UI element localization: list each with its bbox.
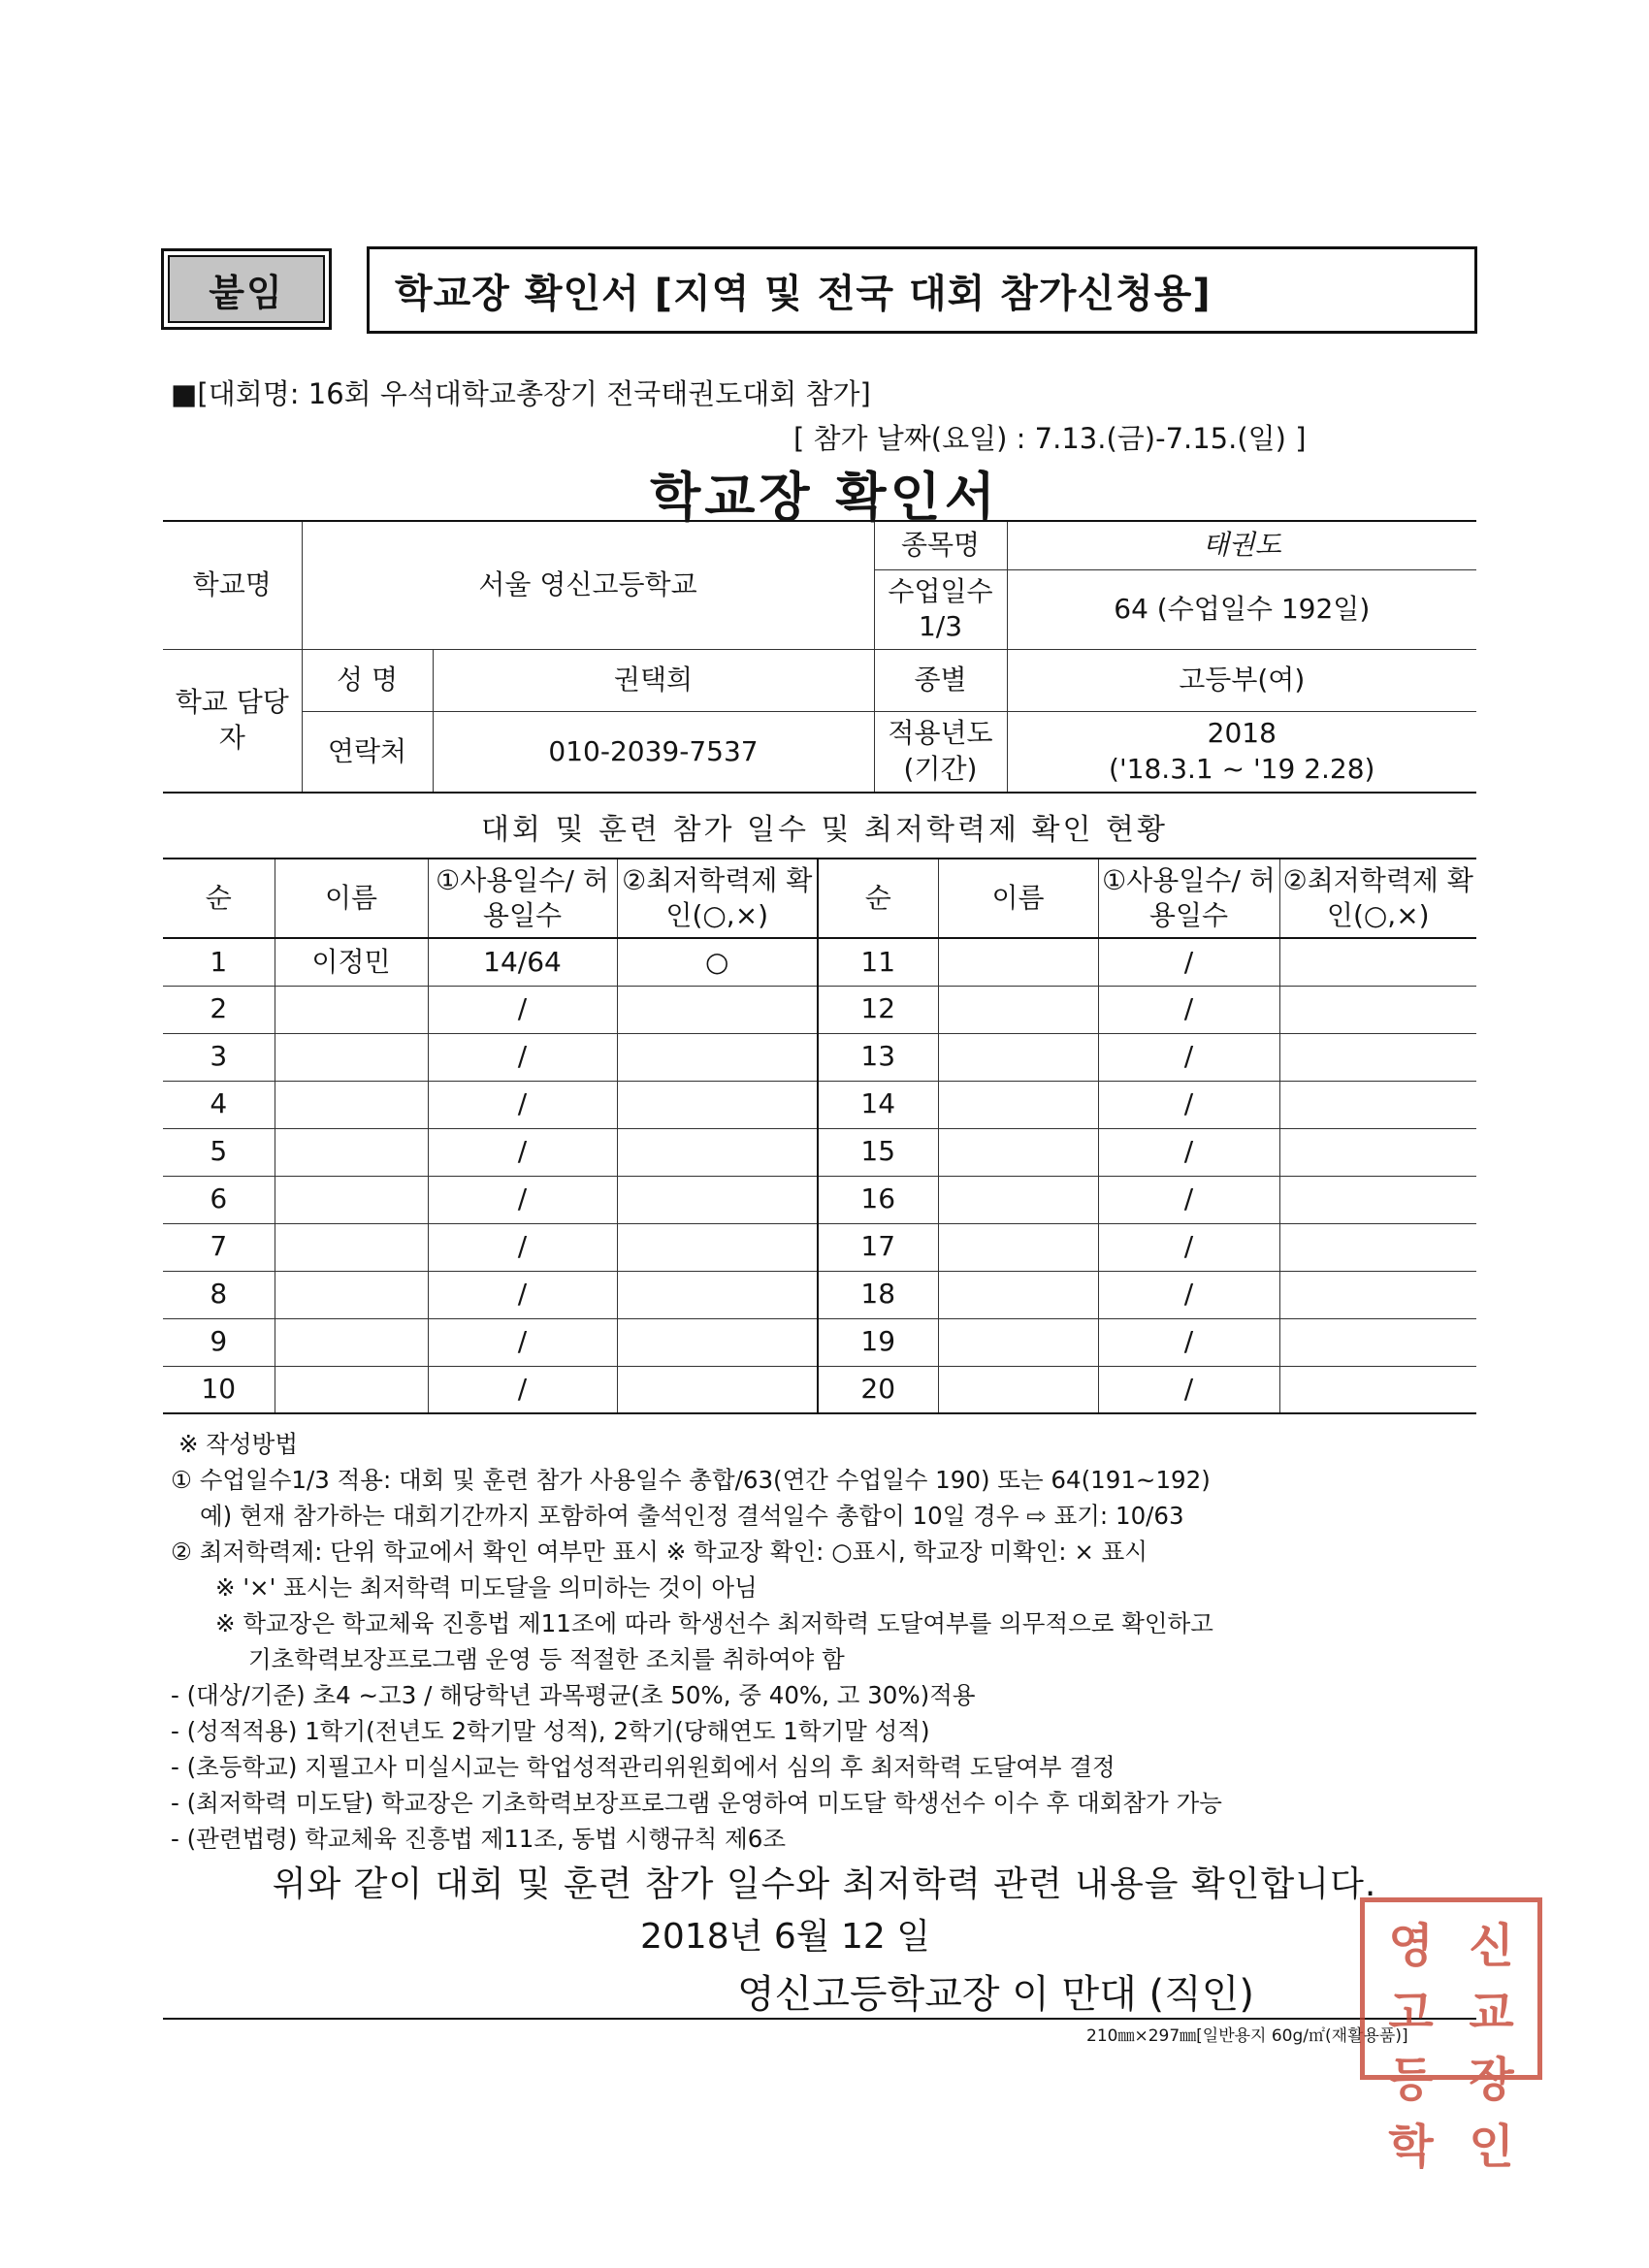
row-confirm — [617, 1318, 818, 1366]
attendance-row — [163, 986, 1476, 1033]
row-days: / — [428, 1033, 617, 1081]
col-name-header: 이름 — [275, 859, 428, 938]
col-confirm-header: ②최저학력제 확인(○,×) — [617, 859, 818, 938]
event-value: 태권도 — [1007, 521, 1476, 569]
row-name-right — [938, 938, 1098, 986]
row-confirm-right — [1279, 1176, 1476, 1223]
row-name-right — [938, 1128, 1098, 1176]
row-number-right: 16 — [818, 1176, 938, 1223]
seal-char: 인 — [1469, 2120, 1514, 2174]
row-confirm-right — [1279, 1318, 1476, 1366]
row-name-right — [938, 1223, 1098, 1271]
row-confirm — [617, 986, 818, 1033]
class-days-label: 수업일수 1/3 — [874, 569, 1007, 649]
row-confirm — [617, 1128, 818, 1176]
row-days-right: / — [1098, 1223, 1279, 1271]
row-name — [275, 1366, 428, 1413]
competition-date: [ 참가 날짜(요일) : 7.13.(금)-7.15.(일) ] — [793, 422, 1307, 455]
note-2a: ※ '×' 표시는 최저학력 미도달을 의미하는 것이 아님 — [215, 1573, 758, 1602]
row-name — [275, 1081, 428, 1128]
row-confirm-right — [1279, 938, 1476, 986]
row-confirm — [617, 1033, 818, 1081]
document-title-box: 학교장 확인서 [지역 및 전국 대회 참가신청용] — [367, 246, 1477, 334]
row-days-right: / — [1098, 1081, 1279, 1128]
seal-char: 신 — [1469, 1919, 1514, 1973]
attendance-row — [163, 1033, 1476, 1081]
row-name: 이정민 — [275, 938, 428, 986]
contact-value: 010-2039-7537 — [433, 711, 874, 793]
col-days-header: ①사용일수/ 허용일수 — [428, 859, 617, 938]
detail-2: - (성적적용) 1학기(전년도 2학기말 성적), 2학기(당해연도 1학기말 성적) — [171, 1717, 930, 1745]
row-number-right: 19 — [818, 1318, 938, 1366]
row-number: 2 — [163, 986, 275, 1033]
note-2c: 기초학력보장프로그램 운영 등 적절한 조치를 취하여야 함 — [248, 1645, 845, 1673]
seal-char: 장 — [1469, 2053, 1514, 2107]
row-name-right — [938, 1271, 1098, 1318]
row-confirm-right — [1279, 1271, 1476, 1318]
instructions — [171, 1426, 1490, 1857]
seal-char: 학 — [1388, 2120, 1434, 2174]
seal-char: 영 — [1388, 1919, 1434, 1973]
row-name — [275, 1318, 428, 1366]
row-number: 4 — [163, 1081, 275, 1128]
row-number-right: 14 — [818, 1081, 938, 1128]
row-number-right: 13 — [818, 1033, 938, 1081]
row-days-right: / — [1098, 1033, 1279, 1081]
row-days-right: / — [1098, 1318, 1279, 1366]
row-confirm-right — [1279, 1366, 1476, 1413]
row-name — [275, 986, 428, 1033]
row-days: / — [428, 1318, 617, 1366]
issue-date: 2018년 6월 12 일 — [640, 1917, 930, 1957]
class-days-value: 64 (수업일수 192일) — [1007, 569, 1476, 649]
row-confirm-right — [1279, 986, 1476, 1033]
name-value: 권택희 — [433, 649, 874, 711]
row-days: / — [428, 1223, 617, 1271]
signature-divider — [163, 2018, 1476, 2020]
row-days: / — [428, 986, 617, 1033]
seal-char: 등 — [1388, 2053, 1434, 2107]
row-name — [275, 1176, 428, 1223]
row-name — [275, 1271, 428, 1318]
attendance-row — [163, 1366, 1476, 1413]
event-label: 종목명 — [874, 521, 1007, 569]
attendance-table — [163, 858, 1476, 1414]
row-number-right: 11 — [818, 938, 938, 986]
row-days-right: / — [1098, 1128, 1279, 1176]
confirmation-statement: 위와 같이 대회 및 훈련 참가 일수와 최저학력 관련 내용을 확인합니다. — [272, 1864, 1377, 1904]
attendance-row — [163, 1318, 1476, 1366]
official-seal — [1360, 1897, 1542, 2174]
year-label: 적용년도 (기간) — [874, 711, 1007, 793]
row-days-right: / — [1098, 1176, 1279, 1223]
row-number: 5 — [163, 1128, 275, 1176]
row-days: / — [428, 1128, 617, 1176]
attendance-header-row — [163, 859, 1476, 938]
seal-char: 교 — [1469, 1986, 1514, 2040]
attachment-tag-label: 붙임 — [168, 255, 325, 323]
year-value: 2018 — [1207, 717, 1277, 750]
row-days: 14/64 — [428, 938, 617, 986]
attendance-row — [163, 1081, 1476, 1128]
row-days: / — [428, 1271, 617, 1318]
note-2b: ※ 학교장은 학교체육 진흥법 제11조에 따라 학생선수 최저학력 도달여부를 의무적으로 확인하고 — [215, 1609, 1213, 1637]
row-confirm — [617, 1366, 818, 1413]
paper-spec: 210㎜×297㎜[일반용지 60g/㎡(재활용품)] — [1086, 2026, 1408, 2046]
attendance-row — [163, 1271, 1476, 1318]
detail-4: - (최저학력 미도달) 학교장은 기초학력보장프로그램 운영하여 미도달 학생선수 이수 후 대회참가 가능 — [171, 1789, 1222, 1817]
period-value: ('18.3.1 ~ '19 2.28) — [1109, 752, 1375, 785]
row-number: 9 — [163, 1318, 275, 1366]
note-2: ② 최저학력제: 단위 학교에서 확인 여부만 표시 ※ 학교장 확인: ○표시, 학교장 미확인: × 표시 — [171, 1538, 1148, 1566]
attachment-tag — [161, 248, 332, 330]
row-days: / — [428, 1081, 617, 1128]
row-confirm: ○ — [617, 938, 818, 986]
row-number: 7 — [163, 1223, 275, 1271]
row-number-right: 18 — [818, 1271, 938, 1318]
row-confirm-right — [1279, 1128, 1476, 1176]
attendance-row — [163, 1176, 1476, 1223]
row-name-right — [938, 986, 1098, 1033]
row-confirm — [617, 1271, 818, 1318]
staff-label: 학교 담당자 — [163, 649, 302, 793]
col-confirm-header-right: ②최저학력제 확인(○,×) — [1279, 859, 1476, 938]
contact-label: 연락처 — [302, 711, 433, 793]
row-days-right: / — [1098, 1366, 1279, 1413]
row-name — [275, 1033, 428, 1081]
row-name-right — [938, 1318, 1098, 1366]
form-title: 학교장 확인서 — [650, 467, 999, 528]
row-number-right: 20 — [818, 1366, 938, 1413]
row-number: 10 — [163, 1366, 275, 1413]
attendance-row — [163, 938, 1476, 986]
attendance-row — [163, 1223, 1476, 1271]
school-info-table — [163, 520, 1476, 794]
row-confirm — [617, 1223, 818, 1271]
row-name-right — [938, 1366, 1098, 1413]
row-days-right: / — [1098, 1271, 1279, 1318]
detail-3: - (초등학교) 지필고사 미실시교는 학업성적관리위원회에서 심의 후 최저학력 도달여부 결정 — [171, 1753, 1116, 1781]
row-confirm-right — [1279, 1081, 1476, 1128]
school-name-label: 학교명 — [163, 521, 302, 649]
row-name — [275, 1128, 428, 1176]
row-number: 8 — [163, 1271, 275, 1318]
col-days-header-right: ①사용일수/ 허용일수 — [1098, 859, 1279, 938]
row-name-right — [938, 1081, 1098, 1128]
school-name-value: 서울 영신고등학교 — [302, 521, 874, 649]
row-number-right: 17 — [818, 1223, 938, 1271]
row-name-right — [938, 1033, 1098, 1081]
competition-name: ■[대회명: 16회 우석대학교총장기 전국태권도대회 참가] — [171, 377, 871, 410]
row-days-right: / — [1098, 938, 1279, 986]
row-confirm-right — [1279, 1033, 1476, 1081]
row-name-right — [938, 1176, 1098, 1223]
year-cell — [1007, 711, 1476, 793]
principal-signature: 영신고등학교장 이 만대 (직인) — [737, 1972, 1255, 2017]
detail-5: - (관련법령) 학교체육 진흥법 제11조, 동법 시행규칙 제6조 — [171, 1825, 787, 1853]
category-value: 고등부(여) — [1007, 649, 1476, 711]
col-no-header-right: 순 — [818, 859, 938, 938]
row-days: / — [428, 1366, 617, 1413]
col-no-header: 순 — [163, 859, 275, 938]
row-confirm-right — [1279, 1223, 1476, 1271]
row-number: 6 — [163, 1176, 275, 1223]
col-name-header-right: 이름 — [938, 859, 1098, 938]
row-number-right: 12 — [818, 986, 938, 1033]
row-number: 3 — [163, 1033, 275, 1081]
attendance-row — [163, 1128, 1476, 1176]
row-number-right: 15 — [818, 1128, 938, 1176]
section-title: 대회 및 훈련 참가 일수 및 최저학력제 확인 현황 — [481, 813, 1168, 847]
row-days-right: / — [1098, 986, 1279, 1033]
note-1: ① 수업일수1/3 적용: 대회 및 훈련 참가 사용일수 총합/63(연간 수업일수 190) 또는 64(191~192) — [171, 1466, 1211, 1494]
notes-heading: ※ 작성방법 — [178, 1430, 298, 1458]
row-confirm — [617, 1081, 818, 1128]
name-label: 성 명 — [302, 649, 433, 711]
row-name — [275, 1223, 428, 1271]
row-confirm — [617, 1176, 818, 1223]
row-days: / — [428, 1176, 617, 1223]
note-1-example: 예) 현재 참가하는 대회기간까지 포함하여 출석인정 결석일수 총합이 10일 경우 ⇨ 표기: 10/63 — [200, 1502, 1184, 1530]
detail-1: - (대상/기준) 초4 ~고3 / 해당학년 과목평균(초 50%, 중 40%, 고 30%)적용 — [171, 1681, 976, 1709]
seal-char: 고 — [1388, 1986, 1434, 2040]
row-number: 1 — [163, 938, 275, 986]
category-label: 종별 — [874, 649, 1007, 711]
